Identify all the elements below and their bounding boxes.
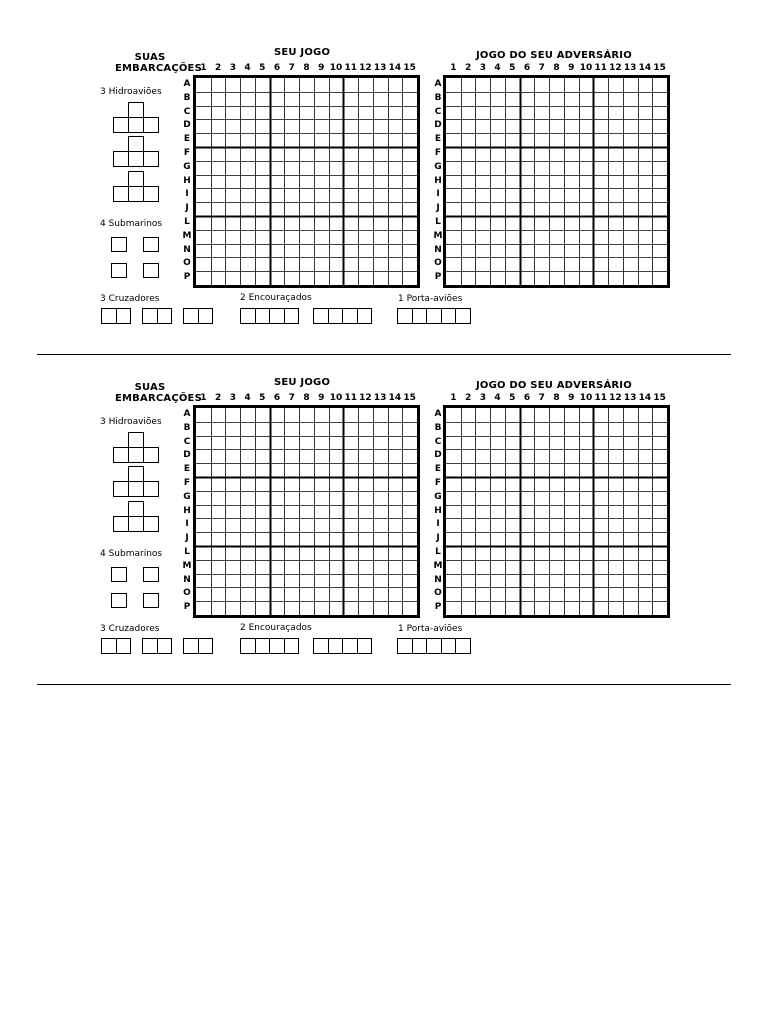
column-label: 12 [359,63,372,73]
ship-cell [143,481,159,497]
row-label: L [435,217,441,227]
ship-cell [269,638,285,654]
cruisers-label: 3 Cruzadores [100,294,160,304]
ship-cell [113,516,129,532]
row-label: F [434,148,442,158]
column-label: 10 [579,63,593,73]
ship-cell [143,447,159,463]
ship-cell [357,638,373,654]
column-label: 8 [303,393,310,403]
row-label: N [434,244,442,255]
row-label: M [433,560,443,571]
ship-cell [397,308,413,324]
ship-cell [240,638,256,654]
ship-cell [198,638,214,654]
row-label: J [185,533,189,544]
cruisers-label: 3 Cruzadores [100,624,160,634]
column-label: 4 [494,63,501,73]
opponent-board-grid[interactable] [443,405,670,618]
row-label: B [434,422,442,433]
row-label: P [183,602,191,613]
column-label: 7 [288,63,295,73]
ship-cell [441,308,457,324]
row-label: J [436,533,440,544]
my-board-grid[interactable] [193,75,420,288]
ship-cell [441,638,457,654]
row-label: B [183,422,191,433]
ship-cell [313,308,329,324]
row-label: C [434,106,442,117]
ship-cell [313,638,329,654]
ship-cell [269,308,285,324]
column-label: 11 [594,393,607,403]
ship-cell [455,638,471,654]
column-label: 11 [594,63,607,73]
column-label: 5 [509,393,516,403]
opponent-board-title: JOGO DO SEU ADVERSÁRIO [476,50,632,61]
ship-cell [397,638,413,654]
ship-cell [128,501,144,517]
ship-cell [284,638,300,654]
column-label: 3 [229,393,236,403]
ship-cell [142,308,158,324]
row-label: A [434,79,442,89]
column-label: 12 [609,393,622,403]
submarines-label: 4 Submarinos [100,549,163,559]
column-label: 15 [403,393,416,403]
column-label: 15 [653,63,666,73]
carrier-label: 1 Porta-aviões [398,294,463,304]
ship-cell [412,638,428,654]
my-board-grid[interactable] [193,405,420,618]
fleet-title: SUAS EMBARCAÇÕES [115,382,202,404]
ship-cell [240,308,256,324]
column-label: 13 [623,63,637,73]
column-label: 8 [553,393,560,403]
column-label: 7 [288,393,295,403]
ship-cell [143,117,159,133]
battleships-label: 2 Encouraçados [240,623,312,633]
ship-cell [128,102,144,118]
row-label: E [434,464,442,475]
ship-cell [255,308,271,324]
column-label: 6 [273,63,281,73]
submarines-label: 4 Submarinos [100,219,163,229]
row-label: O [183,258,191,269]
row-label: L [184,217,190,227]
ship-cell [128,466,144,482]
row-label: L [435,547,441,557]
ship-cell [357,308,373,324]
row-label: J [436,203,440,214]
row-label: E [183,134,191,145]
submarine-piece [143,237,159,252]
row-label: N [183,244,191,255]
row-label: O [434,258,442,269]
column-label: 3 [479,393,486,403]
row-label: C [183,436,191,447]
column-label: 14 [388,63,402,73]
ship-cell [455,308,471,324]
ship-cell [101,308,117,324]
submarine-piece [143,567,159,582]
row-label: A [434,409,442,419]
row-label: H [183,175,191,186]
row-label: O [183,588,191,599]
my-board-title: SEU JOGO [274,377,331,388]
column-label: 11 [344,393,357,403]
row-label: O [434,588,442,599]
row-label: L [184,547,190,557]
my-board-row-labels [181,78,193,285]
ship-cell [143,151,159,167]
column-label: 13 [373,63,387,73]
column-label: 15 [403,63,416,73]
row-label: A [183,409,191,419]
row-label: P [183,272,191,283]
row-label: D [183,450,191,461]
column-label: 14 [388,393,402,403]
column-label: 6 [273,393,281,403]
row-label: F [183,148,191,158]
ship-cell [284,308,300,324]
ship-cell [128,432,144,448]
column-label: 14 [638,393,652,403]
submarine-piece [111,567,127,582]
seaplanes-label: 3 Hidroaviões [100,417,162,427]
submarine-piece [111,593,127,608]
column-label: 4 [494,393,501,403]
column-label: 9 [568,63,575,73]
row-label: D [183,120,191,131]
ship-cell [157,308,173,324]
battleship-sheet-2 [0,330,768,660]
column-label: 10 [329,63,343,73]
column-label: 9 [318,63,325,73]
row-label: E [183,464,191,475]
ship-cell [198,308,214,324]
ship-cell [426,308,442,324]
row-label: I [185,519,189,530]
row-label: I [436,519,440,530]
column-label: 8 [303,63,310,73]
column-label: 1 [200,393,207,403]
row-label: A [183,79,191,89]
column-label: 12 [609,63,622,73]
column-label: 3 [479,63,486,73]
row-label: E [434,134,442,145]
column-label: 15 [653,393,666,403]
ship-cell [128,171,144,187]
opponent-board-title: JOGO DO SEU ADVERSÁRIO [476,380,632,391]
opponent-board-grid[interactable] [443,75,670,288]
my-board-title: SEU JOGO [274,47,331,58]
column-label: 9 [318,393,325,403]
row-label: I [436,189,440,200]
row-label: H [434,175,442,186]
ship-cell [412,308,428,324]
column-label: 1 [450,393,457,403]
column-label: 5 [259,393,266,403]
column-label: 7 [538,393,545,403]
row-label: H [434,505,442,516]
column-label: 2 [464,63,472,73]
row-label: H [183,505,191,516]
fleet-title: SUAS EMBARCAÇÕES [115,52,202,74]
ship-cell [143,516,159,532]
column-label: 11 [344,63,357,73]
column-label: 4 [244,63,251,73]
row-label: B [183,92,191,103]
row-label: D [434,120,442,131]
ship-cell [255,638,271,654]
my-board-row-labels [181,408,193,615]
ship-cell [113,186,129,202]
ship-cell [328,308,344,324]
column-label: 10 [329,393,343,403]
ship-cell [128,186,144,202]
ship-cell [128,447,144,463]
row-label: G [434,161,442,172]
submarine-piece [111,237,127,252]
ship-cell [116,638,132,654]
column-label: 12 [359,393,372,403]
column-label: 7 [538,63,545,73]
column-label: 8 [553,63,560,73]
row-label: F [183,478,191,488]
carrier-label: 1 Porta-aviões [398,624,463,634]
column-label: 1 [450,63,457,73]
column-label: 3 [229,63,236,73]
row-label: M [182,560,192,571]
opponent-board-column-labels [446,393,667,405]
column-label: 6 [523,63,531,73]
battleship-sheet-1 [0,0,768,330]
row-label: P [434,272,442,283]
ship-cell [142,638,158,654]
ship-cell [183,638,199,654]
column-label: 2 [214,63,222,73]
submarine-piece [143,593,159,608]
row-label: D [434,450,442,461]
column-label: 2 [214,393,222,403]
row-label: N [183,574,191,585]
row-label: C [434,436,442,447]
row-label: G [183,491,191,502]
ship-cell [113,481,129,497]
column-label: 13 [373,393,387,403]
ship-cell [128,516,144,532]
row-label: M [433,230,443,241]
ship-cell [113,151,129,167]
column-label: 1 [200,63,207,73]
column-label: 5 [259,63,266,73]
row-label: P [434,602,442,613]
column-label: 13 [623,393,637,403]
ship-cell [128,481,144,497]
row-label: J [185,203,189,214]
row-label: B [434,92,442,103]
ship-cell [128,117,144,133]
ship-cell [113,117,129,133]
my-board-column-labels [196,393,417,405]
ship-cell [113,447,129,463]
ship-cell [183,308,199,324]
battleships-label: 2 Encouraçados [240,293,312,303]
row-label: F [434,478,442,488]
column-label: 2 [464,393,472,403]
submarine-piece [111,263,127,278]
ship-cell [342,308,358,324]
ship-cell [128,136,144,152]
ship-cell [342,638,358,654]
row-label: C [183,106,191,117]
ship-cell [101,638,117,654]
column-label: 4 [244,393,251,403]
column-label: 9 [568,393,575,403]
seaplanes-label: 3 Hidroaviões [100,87,162,97]
row-label: M [182,230,192,241]
ship-cell [426,638,442,654]
ship-cell [116,308,132,324]
column-label: 14 [638,63,652,73]
column-label: 5 [509,63,516,73]
ship-cell [328,638,344,654]
submarine-piece [143,263,159,278]
ship-cell [128,151,144,167]
row-label: N [434,574,442,585]
ship-cell [157,638,173,654]
row-label: G [434,491,442,502]
column-label: 6 [523,393,531,403]
row-label: G [183,161,191,172]
column-label: 10 [579,393,593,403]
cut-line [37,684,731,685]
opponent-board-column-labels [446,63,667,75]
ship-cell [143,186,159,202]
my-board-column-labels [196,63,417,75]
row-label: I [185,189,189,200]
